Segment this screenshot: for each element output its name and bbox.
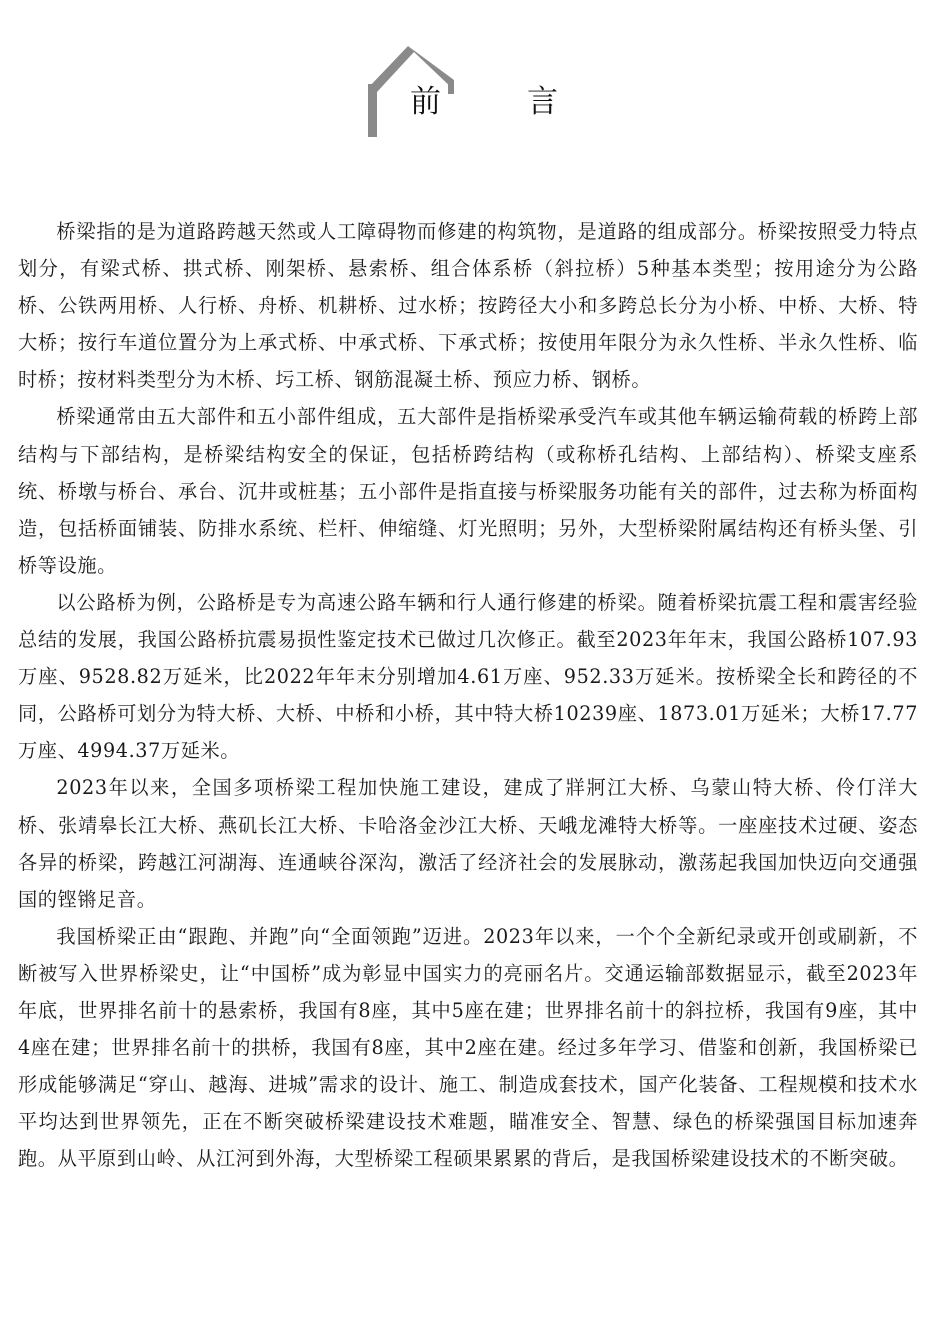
- paragraph-1: 桥梁指的是为道路跨越天然或人工障碍物而修建的构筑物，是道路的组成部分。桥梁按照受力特点划分，有梁式桥、拱式桥、刚架桥、悬索桥、组合体系桥（斜拉桥）5种基本类型；按用途分为公路桥、公铁两用桥、人行桥、舟桥、机耕桥、过水桥；按跨径大小和多跨总长分为小桥、中桥、大桥、特大桥；按行车道位置分为上承式桥、中承式桥、下承式桥；按使用年限分为永久性桥、半永久性桥、临时桥；按材料类型分为木桥、圬工桥、钢筋混凝土桥、预应力桥、钢桥。: [18, 220, 918, 392]
- heading-decoration: [364, 42, 594, 142]
- paragraph-3: 以公路桥为例，公路桥是专为高速公路车辆和行人通行修建的桥梁。随着桥梁抗震工程和震害经验总结的发展，我国公路桥抗震易损性鉴定技术已做过几次修正。截至2023年年末，我国公路桥107.93万座、9528.82万延米，比2022年年末分别增加4.61万座、952.33万延米。按桥梁全长和跨径的不同，公路桥可划分为特大桥、大桥、中桥和小桥，其中特大桥10239座、1873.01万延米；大桥17.77万座、4994.37万延米。: [18, 590, 918, 763]
- paragraph-4: 2023年以来，全国多项桥梁工程加快施工建设，建成了牂牁江大桥、乌蒙山特大桥、伶仃洋大桥、张靖皋长江大桥、燕矶长江大桥、卡哈洛金沙江大桥、天峨龙滩特大桥等。一座座技术过硬、姿态各异的桥梁，跨越江河湖海、连通峡谷深沟，激活了经济社会的发展脉动，激荡起我国加快迈向交通强国的铿锵足音。: [18, 776, 918, 911]
- title-char-1: 前: [410, 84, 441, 120]
- paragraph-5: 我国桥梁正由“跟跑、并跑”向“全面领跑”迈进。2023年以来，一个个全新纪录或开创或刷新，不断被写入世界桥梁史，让“中国桥”成为彰显中国实力的亮丽名片。交通运输部数据显示，截至2023年年底，世界排名前十的悬索桥，我国有8座，其中5座在建；世界排名前十的斜拉桥，我国有9座，其中4座在建；世界排名前十的拱桥，我国有8座，其中2座在建。经过多年学习、借鉴和创新，我国桥梁已形成能够满足“穿山、越海、进城”需求的设计、施工、制造成套技术，国产化装备、工程规模和技术水平均达到世界领先，正在不断突破桥梁建设技术难题，瞄准安全、智慧、绿色的桥梁强国目标加速奔跑。从平原到山岭、从江河到外海，大型桥梁工程硕果累累的背后，是我国桥梁建设技术的不断突破。: [18, 924, 918, 1171]
- preface-body: [18, 213, 918, 1177]
- paragraph-2: 桥梁通常由五大部件和五小部件组成，五大部件是指桥梁承受汽车或其他车辆运输荷载的桥跨上部结构与下部结构，是桥梁结构安全的保证，包括桥跨结构（或称桥孔结构、上部结构）、桥梁支座系统、桥墩与桥台、承台、沉井或桩基；五小部件是指直接与桥梁服务功能有关的部件，过去称为桥面构造，包括桥面铺装、防排水系统、栏杆、伸缩缝、灯光照明；另外，大型桥梁附属结构还有桥头堡、引桥等设施。: [18, 405, 918, 577]
- title-char-2: 言: [527, 84, 558, 120]
